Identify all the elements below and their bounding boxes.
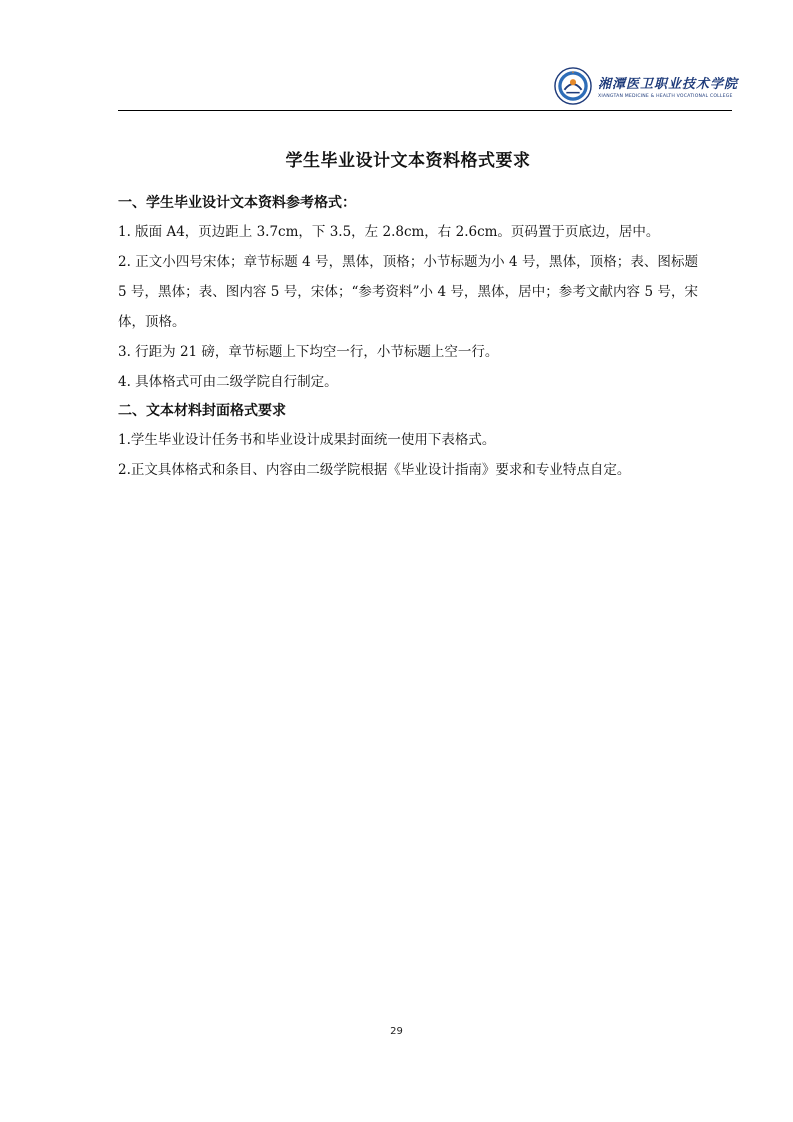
paragraph: 2. 正文小四号宋体；章节标题 4 号，黑体，顶格；小节标题为小 4 号，黑体，顶格；表、图标题 5 号，黑体；表、图内容 5 号，宋体；“参考资料”小 4 号，黑体，居中；参考文献内容 5 号，宋体，顶格。 bbox=[118, 254, 698, 330]
page-header bbox=[118, 62, 739, 112]
page-number: 29 bbox=[390, 1026, 403, 1037]
section-heading: 二、文本材料封面格式要求 bbox=[118, 403, 286, 419]
section-heading: 一、学生毕业设计文本资料参考格式： bbox=[118, 195, 356, 211]
header-divider bbox=[118, 110, 732, 111]
paragraph: 4. 具体格式可由二级学院自行制定。 bbox=[118, 374, 338, 390]
section-1 bbox=[118, 189, 698, 397]
paragraph: 2.正文具体格式和条目、内容由二级学院根据《毕业设计指南》要求和专业特点自定。 bbox=[118, 462, 631, 478]
document-title: 学生毕业设计文本资料格式要求 bbox=[285, 151, 531, 171]
paragraph: 1.学生毕业设计任务书和毕业设计成果封面统一使用下表格式。 bbox=[118, 432, 496, 448]
paragraph: 1. 版面 A4，页边距上 3.7cm，下 3.5，左 2.8cm，右 2.6cm。页码置于页底边，居中。 bbox=[118, 224, 660, 240]
paragraph: 3. 行距为 21 磅，章节标题上下均空一行，小节标题上空一行。 bbox=[118, 344, 499, 360]
college-emblem-icon bbox=[554, 67, 592, 105]
document-body bbox=[118, 146, 698, 485]
college-logo bbox=[554, 66, 739, 106]
section-2 bbox=[118, 397, 698, 485]
logo-chinese-name: 湘潭医卫职业技术学院 bbox=[598, 77, 739, 92]
logo-english-name: XIANGTAN MEDICINE & HEALTH VOCATIONAL COLLEGE bbox=[598, 94, 733, 99]
